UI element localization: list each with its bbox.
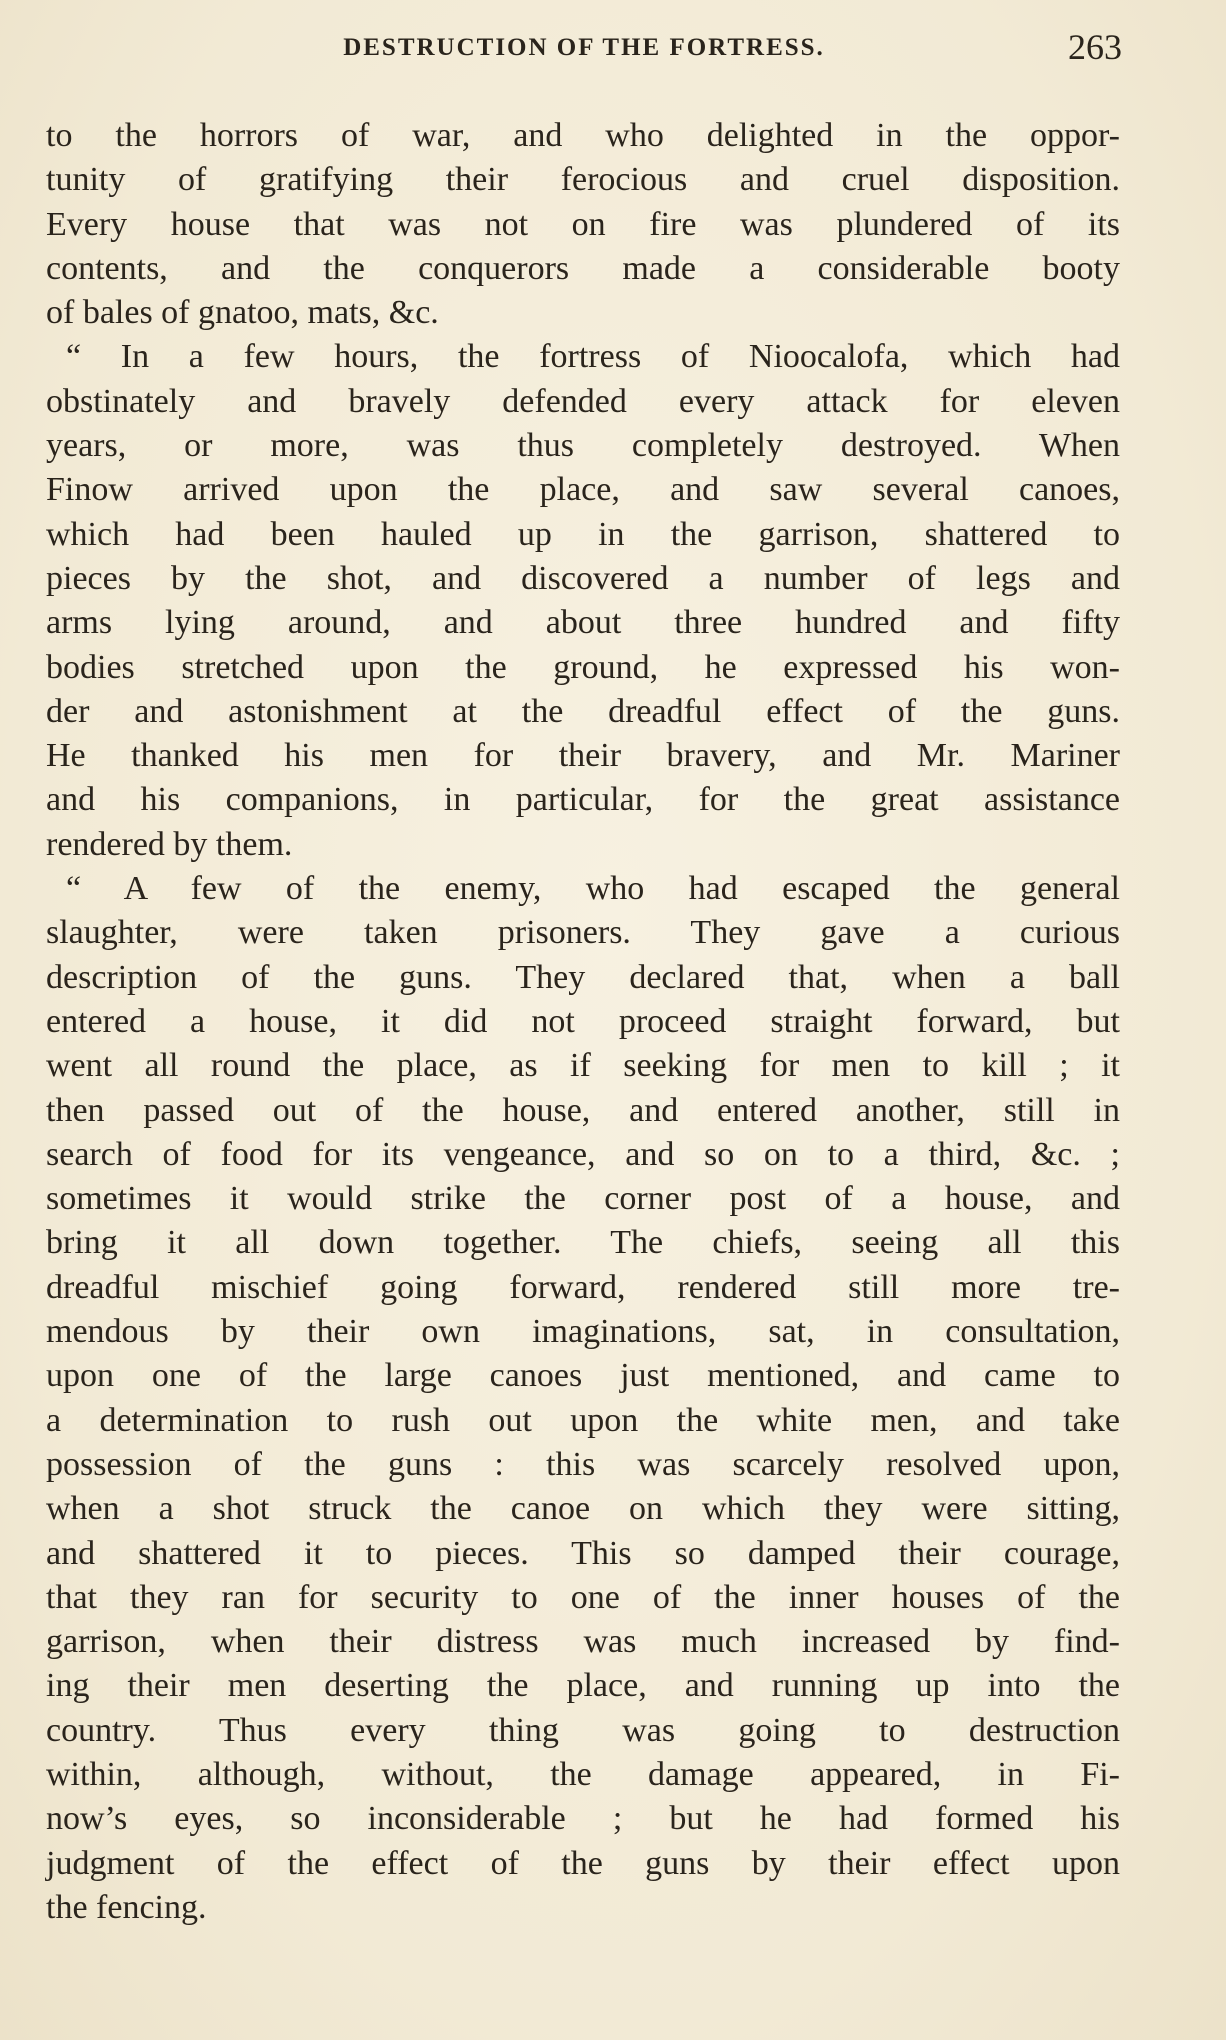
text-line: bodies stretched upon the ground, he expressed his won-	[46, 648, 1120, 686]
text-line: search of food for its vengeance, and so on to a third, &c. ;	[46, 1135, 1120, 1173]
text-line: of bales of gnatoo, mats, &c.	[46, 294, 439, 332]
text-line: and his companions, in particular, for the great assistance	[46, 781, 1120, 819]
text-line: years, or more, was thus completely destroyed. When	[46, 427, 1120, 465]
text-line: and shattered it to pieces. This so damped their courage,	[46, 1534, 1120, 1572]
text-line: Every house that was not on fire was plundered of its	[46, 205, 1120, 243]
text-line: “ In a few hours, the fortress of Nioocalofa, which had	[66, 338, 1120, 376]
text-line: which had been hauled up in the garrison, shattered to	[46, 515, 1120, 553]
text-line: then passed out of the house, and entered another, still in	[46, 1091, 1120, 1129]
text-line: to the horrors of war, and who delighted in the oppor-	[46, 117, 1120, 154]
text-line: a determination to rush out upon the white men, and take	[46, 1401, 1120, 1439]
text-line: upon one of the large canoes just mentioned, and came to	[46, 1357, 1120, 1395]
text-line: “ A few of the enemy, who had escaped the general	[66, 870, 1120, 908]
page-header	[46, 26, 1122, 70]
page-number: 263	[1068, 27, 1122, 67]
text-line: description of the guns. They declared that, when a ball	[46, 958, 1120, 996]
text-line: arms lying around, and about three hundred and fifty	[46, 604, 1120, 642]
text-line: slaughter, were taken prisoners. They gave a curious	[46, 914, 1120, 952]
text-line: rendered by them.	[46, 825, 293, 863]
text-line: sometimes it would strike the corner post of a house, and	[46, 1180, 1120, 1218]
text-line: that they ran for security to one of the inner houses of the	[46, 1578, 1120, 1616]
text-line: now’s eyes, so inconsiderable ; but he had formed his	[46, 1800, 1120, 1838]
text-line: possession of the guns : this was scarcely resolved upon,	[46, 1445, 1120, 1483]
text-line: judgment of the effect of the guns by their effect upon	[46, 1844, 1120, 1882]
text-line: He thanked his men for their bravery, and Mr. Mariner	[46, 737, 1120, 775]
text-line: within, although, without, the damage appeared, in Fi-	[46, 1755, 1120, 1793]
text-line: entered a house, it did not proceed straight forward, but	[46, 1002, 1120, 1040]
text-line: went all round the place, as if seeking for men to kill ; it	[46, 1047, 1120, 1085]
text-line: when a shot struck the canoe on which they were sitting,	[46, 1490, 1120, 1528]
text-line: Finow arrived upon the place, and saw several canoes,	[46, 471, 1120, 509]
text-line: garrison, when their distress was much increased by find-	[46, 1623, 1120, 1661]
text-line: ing their men deserting the place, and running up into the	[46, 1667, 1120, 1705]
text-line: tunity of gratifying their ferocious and cruel disposition.	[46, 161, 1120, 199]
text-line: contents, and the conquerors made a considerable booty	[46, 249, 1120, 287]
text-line: mendous by their own imaginations, sat, in consultation,	[46, 1313, 1120, 1351]
body-text	[46, 114, 1120, 1930]
text-line: country. Thus every thing was going to destruction	[46, 1711, 1120, 1749]
text-line: bring it all down together. The chiefs, seeing all this	[46, 1224, 1120, 1262]
running-head: DESTRUCTION OF THE FORTRESS.	[343, 34, 825, 61]
text-line: the fencing.	[46, 1888, 207, 1926]
text-line: der and astonishment at the dreadful effect of the guns.	[46, 692, 1120, 730]
text-line: pieces by the shot, and discovered a number of legs and	[46, 559, 1120, 597]
text-line: obstinately and bravely defended every attack for eleven	[46, 382, 1120, 420]
text-line: dreadful mischief going forward, rendered still more tre-	[46, 1268, 1120, 1306]
